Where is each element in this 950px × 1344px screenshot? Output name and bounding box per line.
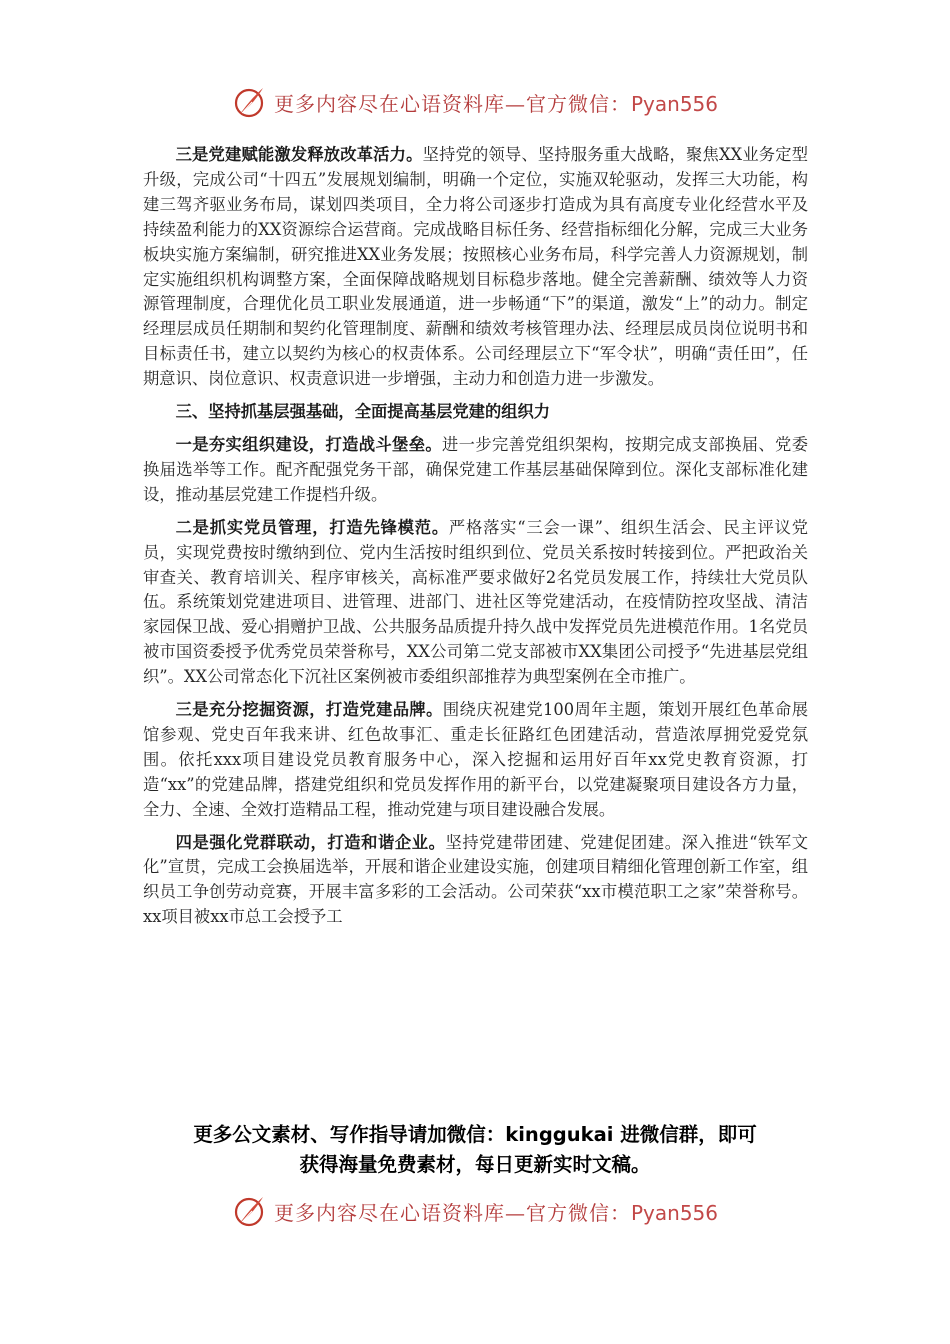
paragraph-body: 进一步完善党组织架构，按期完成支部换届、党委换届选举等工作。配齐配强党务干部，确保党建工作基层基础保障到位。深化支部标准化建设，推动基层党建工作提档升级。: [143, 434, 808, 504]
paragraph: [143, 516, 808, 690]
quill-logo-icon: [232, 84, 268, 120]
wechat-id: Pyan556: [630, 91, 718, 116]
paragraph-lead: 三是充分挖掘资源，打造党建品牌。: [175, 700, 443, 720]
paragraph-lead: 二是抓实党员管理，打造先锋模范。: [175, 517, 449, 537]
paragraph-body: 严格落实“三会一课”、组织生活会、民主评议党员，实现党费按时缴纳到位、党内生活按时组织到位、党员关系按时转接到位。严把政治关审查关、教育培训关、程序审核关，高标准严要求做好2名党员发展工作，持续壮大党员队伍。系统策划党建进项目、进管理、进部门、进社区等党建活动，在疫情防控攻坚战、清洁家园保卫战、爱心捐赠护卫战、公共服务品质提升持久战中发挥党员先进模范作用。1名党员被市国资委授予优秀党员荣誉称号，XX公司第二党支部被市XX集团公司授予“先进基层党组织”。XX公司常态化下沉社区案例被市委组织部推荐为典型案例在全市推广。: [143, 517, 808, 687]
paragraph: [143, 433, 808, 508]
paragraph-body: 围绕庆祝建党100周年主题，策划开展红色革命展馆参观、党史百年我来讲、红色故事汇、重走长征路红色团建活动，营造浓厚拥党爱党氛围。依托xxx项目建设党员教育服务中心，深入挖掘和运用好百年xx党史教育资源，打造“xx”的党建品牌，搭建党组织和党员发挥作用的新平台，以党建凝聚项目建设各方力量，全力、全速、全效打造精品工程，推动党建与项目建设融合发展。: [143, 700, 808, 819]
header-banner: [0, 82, 950, 122]
paragraph-lead: 一是夯实组织建设，打造战斗堡垒。: [175, 434, 443, 454]
promo-notice: [120, 1120, 830, 1180]
quill-logo-icon: [232, 1193, 268, 1229]
paragraph: [143, 143, 808, 392]
banner-text: 更多内容尽在心语资料库—官方微信：Pyan556: [273, 1200, 718, 1225]
paragraph-body: 坚持党的领导、坚持服务重大战略，聚焦XX业务定型升级，完成公司“十四五”发展规划编制，明确一个定位，实施双轮驱动，发挥三大功能，构建三驾齐驱业务布局，谋划四类项目，全力将公司逐步打造成为具有高度专业化经营水平及持续盈利能力的XX资源综合运营商。完成战略目标任务、经营指标细化分解，完成三大业务板块实施方案编制，研究推进XX业务发展；按照核心业务布局，科学完善人力资源规划，制定实施组织机构调整方案，全面保障战略规划目标稳步落地。健全完善薪酬、绩效等人力资源管理制度，合理优化员工职业发展通道，进一步畅通“下”的渠道，激发“上”的动力。制定经理层成员任期制和契约化管理制度、薪酬和绩效考核管理办法、经理层成员岗位说明书和目标责任书，建立以契约为核心的权责体系。公司经理层立下“军令状”，明确“责任田”，任期意识、岗位意识、权责意识进一步增强，主动力和创造力进一步激发。: [143, 145, 808, 389]
wechat-id: Pyan556: [630, 1200, 718, 1225]
paragraph-lead: 四是强化党群联动，打造和谐企业。: [175, 832, 446, 852]
section-heading: 三、坚持抓基层强基础，全面提高基层党建的组织力: [175, 402, 551, 422]
paragraph-lead: 三是党建赋能激发释放改革活力。: [175, 145, 423, 164]
document-body: [143, 143, 808, 938]
promo-line-1: 更多公文素材、写作指导请加微信：kinggukai 进微信群，即可: [193, 1123, 757, 1146]
promo-line-2: 获得海量免费素材，每日更新实时文稿。: [299, 1153, 651, 1176]
footer-banner: [0, 1191, 950, 1231]
banner-text: 更多内容尽在心语资料库—官方微信：Pyan556: [273, 91, 718, 116]
paragraph: [143, 831, 808, 931]
paragraph-body: 坚持党建带团建、党建促团建。深入推进“铁军文化”宣贯，完成工会换届选举，开展和谐企业建设实施，创建项目精细化管理创新工作室，组织员工争创劳动竞赛，开展丰富多彩的工会活动。公司荣获“xx市模范职工之家”荣誉称号。xx项目被xx市总工会授予工: [143, 832, 808, 927]
paragraph: [143, 698, 808, 823]
